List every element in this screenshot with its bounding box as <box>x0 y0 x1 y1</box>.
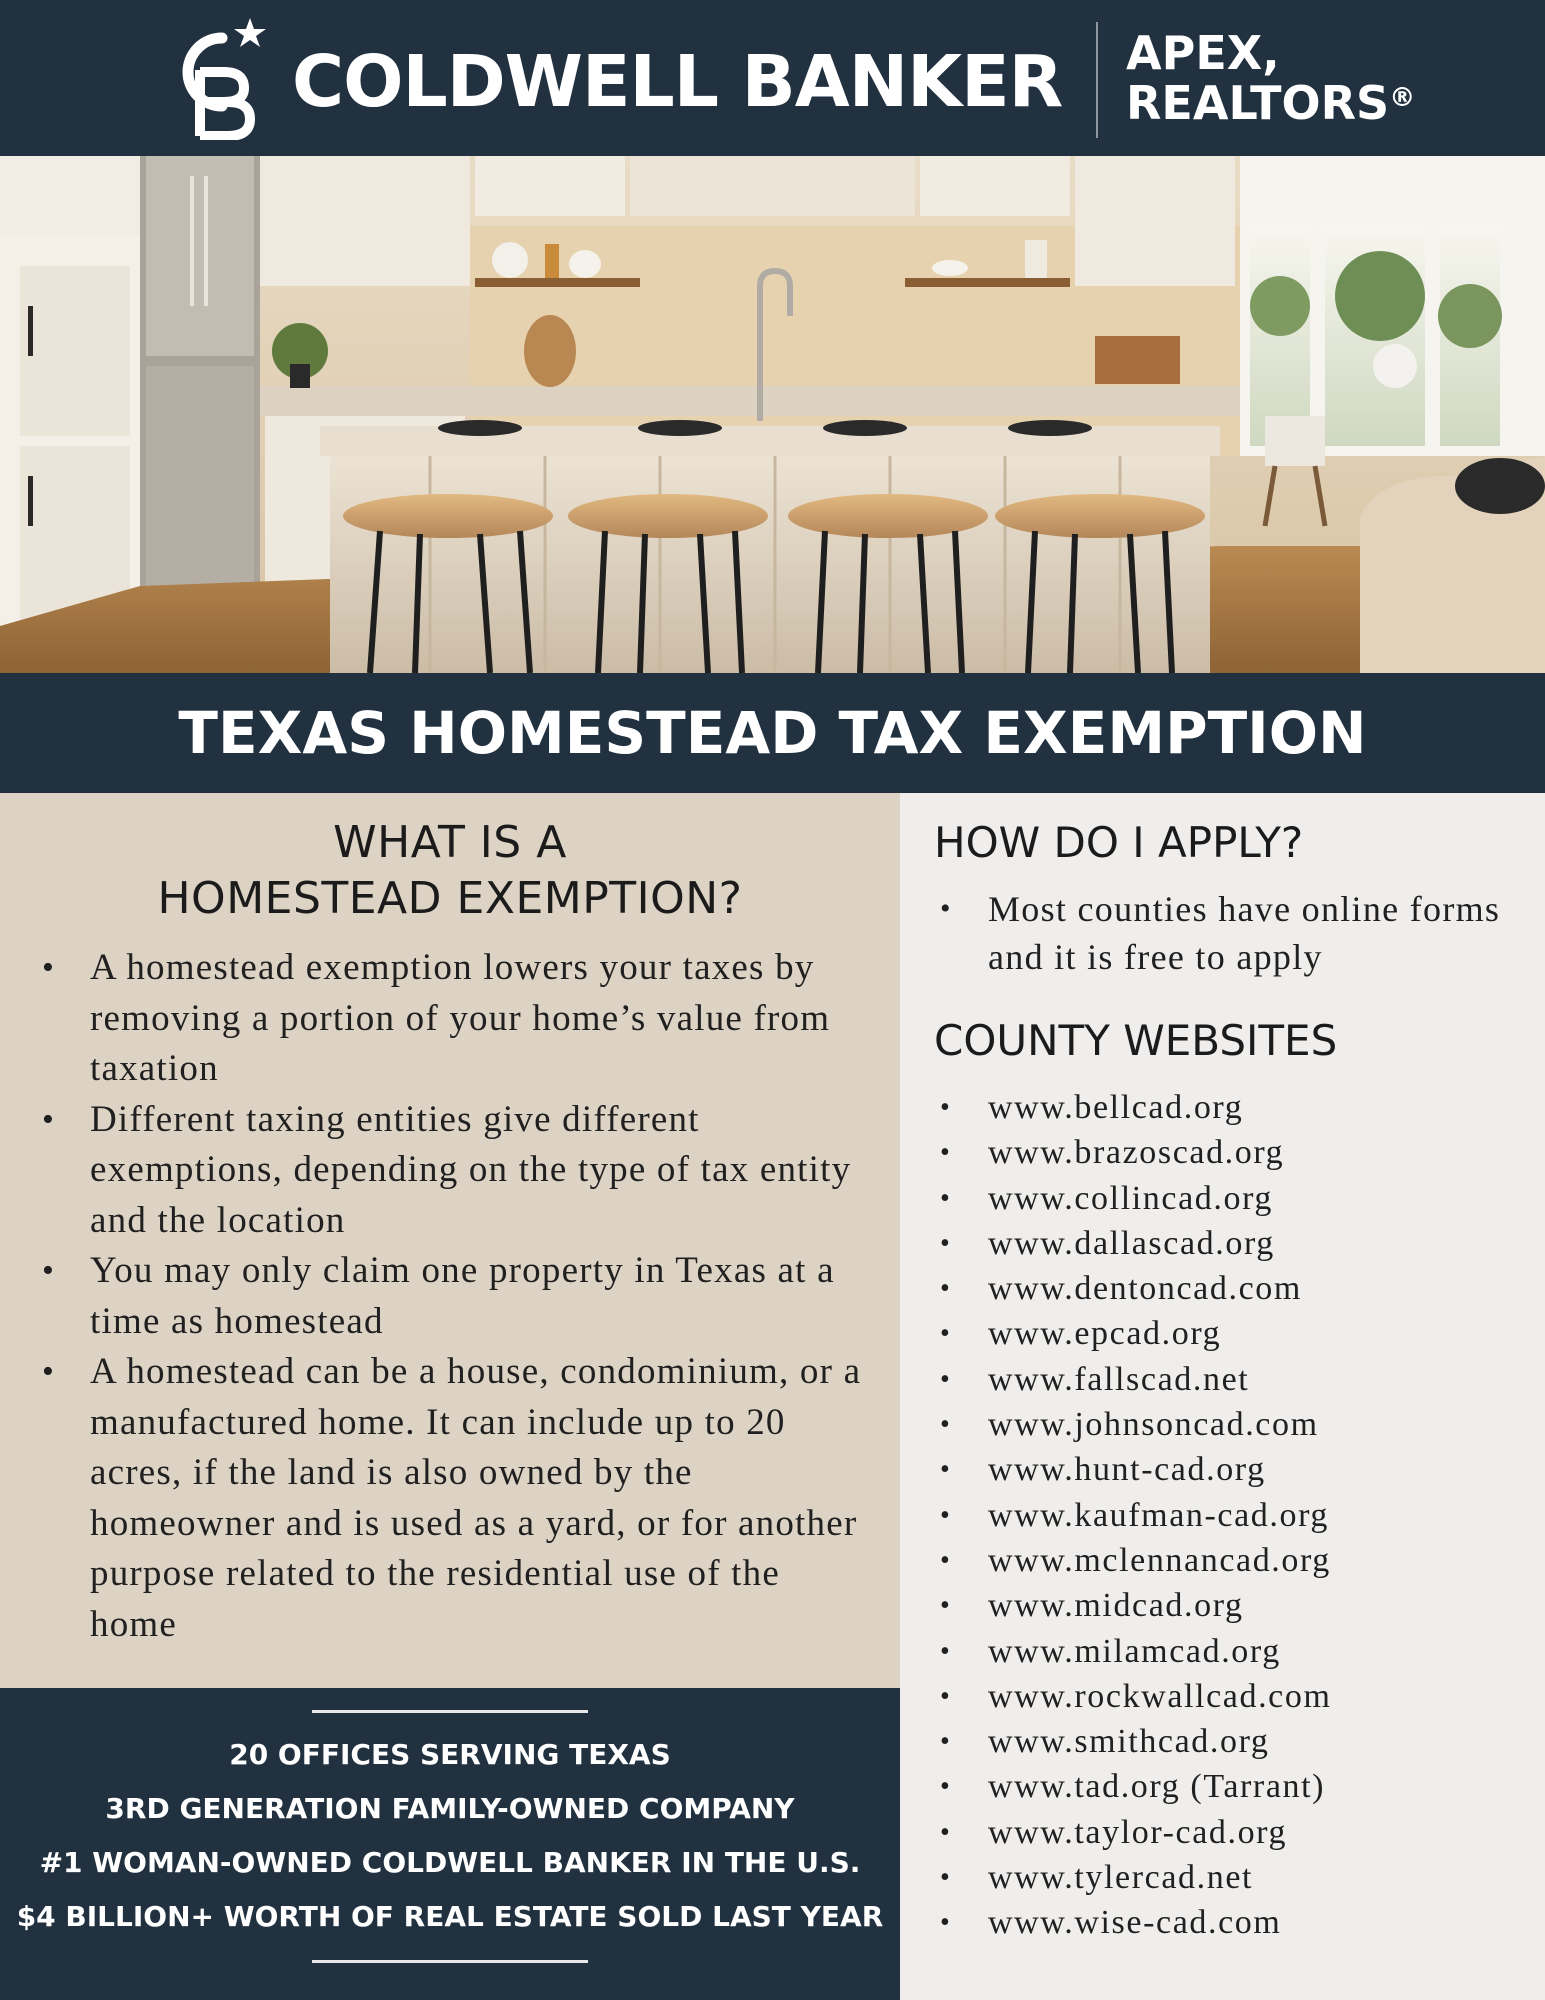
county-website-link[interactable]: • www.collincad.org <box>936 1176 1526 1221</box>
what-is-heading-line2: HOMESTEAD EXEMPTION? <box>157 873 743 924</box>
county-website-link[interactable]: • www.fallscad.net <box>936 1357 1526 1402</box>
list-item: • A homestead can be a house, condominium, or a manufactured home. It can include up to 20 acres, if the land is also owned by the homeowner and is used as a yard, or for another purpose related to the residential use of the home <box>42 1347 862 1650</box>
county-website-link[interactable]: • www.rockwallcad.com <box>936 1674 1526 1719</box>
office-name <box>1126 28 1456 128</box>
hero-kitchen-photo <box>0 156 1545 673</box>
list-item: • A homestead exemption lowers your taxes by removing a portion of your home’s value from taxation <box>42 943 862 1095</box>
footer-bottom-rule <box>312 1960 588 1963</box>
list-item: • You may only claim one property in Texas at a time as homestead <box>42 1246 862 1347</box>
county-website-link[interactable]: • www.taylor-cad.org <box>936 1810 1526 1855</box>
county-websites-list <box>936 1085 1526 1946</box>
office-name-line1: APEX, <box>1126 26 1280 80</box>
county-website-link[interactable]: • www.epcad.org <box>936 1311 1526 1356</box>
fact-line: $4 BILLION+ WORTH OF REAL ESTATE SOLD LAST YEAR <box>16 1900 884 1933</box>
apply-bullet-list <box>936 885 1526 981</box>
county-website-link[interactable]: • www.midcad.org <box>936 1583 1526 1628</box>
county-website-link[interactable]: • www.kaufman-cad.org <box>936 1493 1526 1538</box>
fact-line: 3RD GENERATION FAMILY-OWNED COMPANY <box>105 1792 795 1825</box>
county-website-link[interactable]: • www.dentoncad.com <box>936 1266 1526 1311</box>
page-title: TEXAS HOMESTEAD TAX EXEMPTION <box>178 699 1367 767</box>
county-website-link[interactable]: • www.brazoscad.org <box>936 1130 1526 1175</box>
county-website-link[interactable]: • www.smithcad.org <box>936 1719 1526 1764</box>
list-item: • Different taxing entities give different exemptions, depending on the type of tax entity and the location <box>42 1095 862 1247</box>
coldwell-banker-logo <box>152 16 276 140</box>
company-facts-footer <box>0 1688 900 2000</box>
header-divider <box>1096 22 1098 138</box>
what-is-heading-line1: WHAT IS A <box>333 817 567 868</box>
fact-line: #1 WOMAN-OWNED COLDWELL BANKER IN THE U.S. <box>39 1846 861 1879</box>
county-website-link[interactable]: • www.wise-cad.com <box>936 1900 1526 1945</box>
apply-heading: HOW DO I APPLY? <box>934 818 1304 867</box>
apply-panel <box>900 793 1545 2000</box>
footer-top-rule <box>312 1710 588 1713</box>
county-website-link[interactable]: • www.tad.org (Tarrant) <box>936 1764 1526 1809</box>
brand-name: COLDWELL BANKER <box>292 40 1063 123</box>
registered-mark: ® <box>1389 83 1416 113</box>
brand-header <box>0 0 1545 156</box>
county-website-link[interactable]: • www.bellcad.org <box>936 1085 1526 1130</box>
county-website-link[interactable]: • www.tylercad.net <box>936 1855 1526 1900</box>
county-website-link[interactable]: • www.hunt-cad.org <box>936 1447 1526 1492</box>
kitchen-illustration <box>0 156 1545 673</box>
county-website-link[interactable]: • www.johnsoncad.com <box>936 1402 1526 1447</box>
office-name-line2: REALTORS® <box>1126 76 1416 130</box>
company-facts-list <box>0 1728 900 1944</box>
what-is-bullet-list <box>42 943 862 1650</box>
what-is-heading <box>0 815 900 927</box>
county-websites-heading: COUNTY WEBSITES <box>934 1016 1338 1065</box>
what-is-panel <box>0 793 900 1688</box>
county-website-link[interactable]: • www.mclennancad.org <box>936 1538 1526 1583</box>
fact-line: 20 OFFICES SERVING TEXAS <box>229 1738 671 1771</box>
list-item: • Most counties have online forms and it is free to apply <box>936 885 1526 981</box>
county-website-link[interactable]: • www.milamcad.org <box>936 1629 1526 1674</box>
title-band <box>0 673 1545 793</box>
county-website-link[interactable]: • www.dallascad.org <box>936 1221 1526 1266</box>
